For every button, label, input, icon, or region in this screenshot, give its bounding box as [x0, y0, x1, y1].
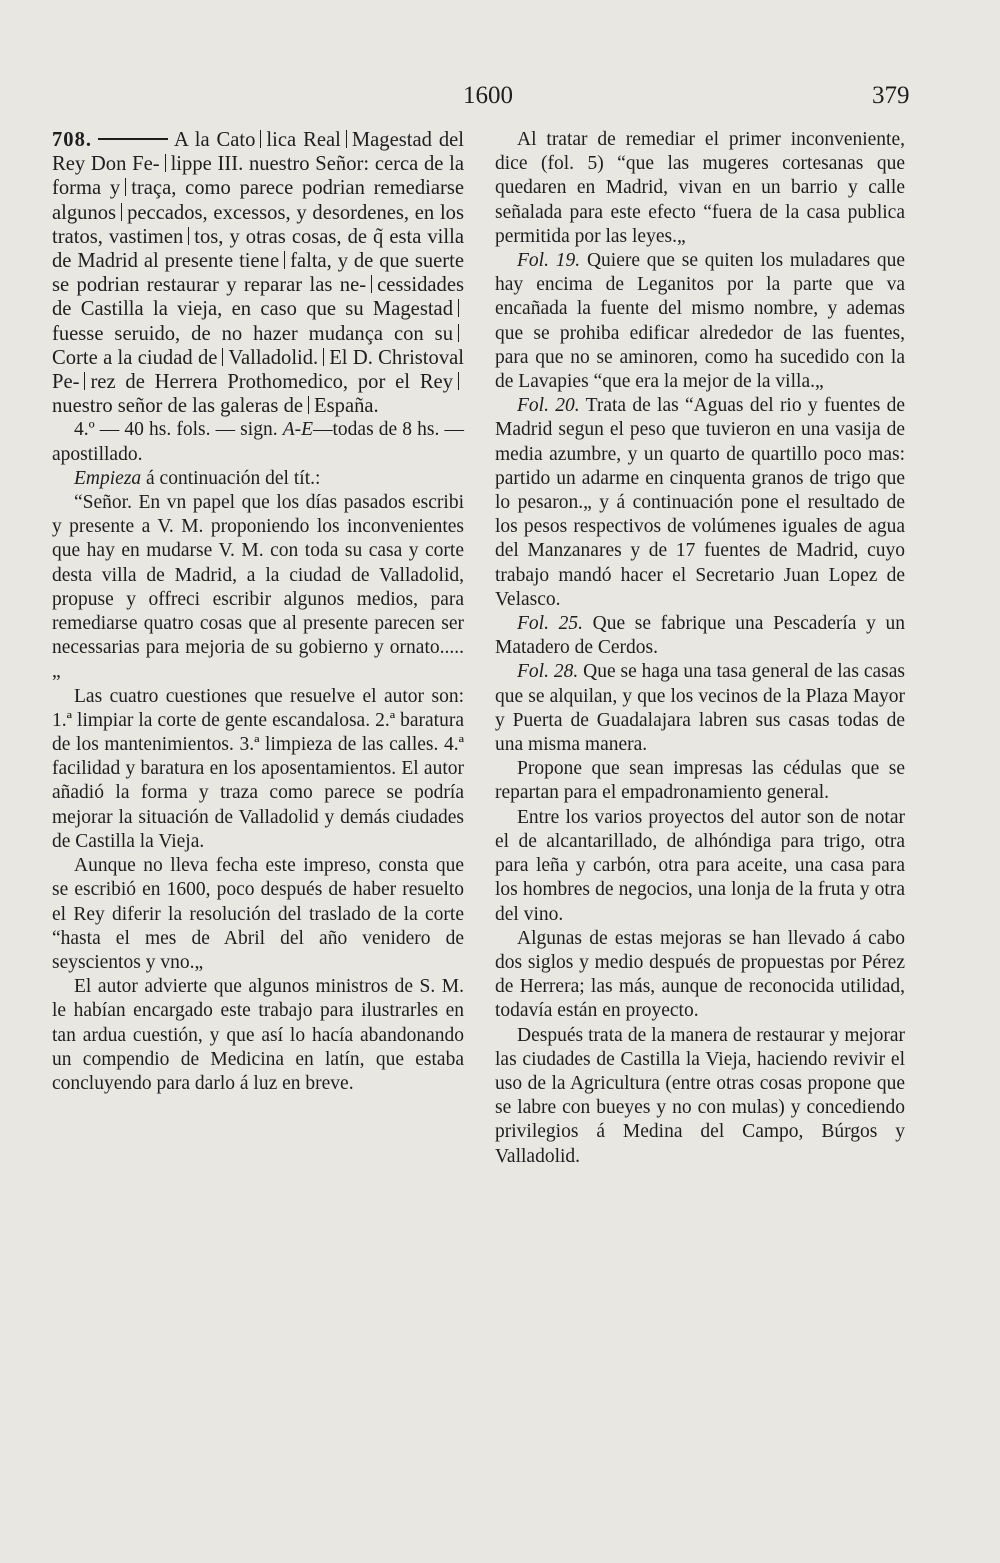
- entry-dash: [98, 138, 168, 140]
- title-segment: tos, y otras cosas, de q̃ esta villa de Madrid al presente tiene: [52, 225, 464, 273]
- paragraph-proyectos: Entre los varios proyectos del autor son de notar el de alcantarillado, de alhóndiga para trigo, otra para leña y carbón, otra para aceite, una casa para los hombres de negocios, una lonja de la fruta y otra del vino.: [495, 806, 905, 925]
- paragraph-intro: Al tratar de remediar el primer inconveniente, dice (fol. 5) “que las mugeres cortesanas que quedaren en Madrid, vivan en un barrio y calle señalada para este efecto “fuera de la casa publica permitida por las leyes.„: [495, 129, 905, 247]
- title-segment: A la Cato: [174, 129, 256, 151]
- line-separator: [323, 348, 324, 366]
- line-separator: [458, 324, 459, 342]
- paragraph-autor: El autor advierte que algunos ministros de S. M. le habían encargado este trabajo para ilustrarles en tan ardua cuestión, y que así lo hacía abandonando un compendio de Medicina en latín, que estaba concluyendo para darlo á luz en breve.: [52, 976, 464, 1094]
- header-year: 1600: [463, 82, 513, 109]
- title-segment: peccados, excessos, y desordenes, en los tratos, vastimen: [52, 201, 464, 248]
- title-segment: España.: [314, 395, 379, 418]
- folio-label: Fol. 19.: [517, 250, 581, 272]
- folio-text: Que se haga una tasa general de las casas que se alquilan, y que los vecinos de la Plaza Mayor y Puerta de Guadalajara labren sus casas todas de una misma manera.: [495, 661, 905, 756]
- line-separator: [121, 203, 122, 221]
- folio-text: Que se fabrique una Pescadería y un Matadero de Cerdos.: [495, 613, 905, 659]
- incipit-rest: á continuación del tít.:: [141, 467, 321, 489]
- folio-text: Quiere que se quiten los muladares que hay encima de Leganitos por la parte que va encañada la fuente del mismo nombre, y ademas que se prohiba edificar alrededor de las fuentes, para que no se aminoren, como ha sucedido con la de Lavapies “que era la mejor de la villa.„: [495, 250, 905, 393]
- paragraph-mejoras: Algunas de estas mejoras se han llevado á cabo dos siglos y medio después de propuestas por Pérez de Herrera; las más, aunque de reconocida utilidad, todavía están en proyecto.: [495, 927, 905, 1022]
- folio-paragraph: [495, 394, 905, 612]
- paragraph-cedulas: Propone que sean impresas las cédulas que se repartan para el empadronamiento general.: [495, 758, 905, 804]
- page-header: [0, 82, 1000, 118]
- biblio-format: 4.º — 40 hs. fols. — sign.: [74, 419, 283, 441]
- right-column: [495, 128, 905, 1169]
- entry-number: 708.: [52, 129, 93, 151]
- entry-title: [52, 128, 464, 418]
- line-separator: [125, 178, 126, 196]
- line-separator: [284, 251, 285, 269]
- folio-paragraph: [495, 660, 905, 757]
- line-separator: [84, 372, 85, 390]
- folio-paragraph: [495, 612, 905, 660]
- title-segment: lippe III. nuestro Señor: cerca de la forma y: [52, 153, 465, 200]
- incipit-line: [52, 467, 464, 491]
- line-separator: [346, 130, 347, 148]
- folio-label: Fol. 28.: [517, 661, 579, 683]
- title-segment: lica Real: [266, 129, 341, 151]
- page-number: 379: [872, 82, 910, 109]
- line-separator: [371, 275, 372, 293]
- title-segment: rez de Herrera Prothomedico, por el Rey: [90, 371, 453, 394]
- line-separator: [222, 348, 223, 366]
- title-segment: Corte a la ciudad de: [52, 346, 218, 369]
- line-separator: [458, 372, 459, 390]
- title-segment: Valladolid.: [228, 346, 319, 369]
- biblio-signatures: A-E: [282, 419, 314, 441]
- line-separator: [308, 396, 309, 414]
- title-segment: Magestad del Rey Don Fe-: [52, 129, 464, 176]
- left-column: [52, 128, 464, 1096]
- incipit-label: Empieza: [74, 467, 142, 489]
- paragraph-despues: Después trata de la manera de restaurar y mejorar las ciudades de Castilla la Vieja, haciendo revivir el uso de la Agricultura (entre otras cosas propone que se labre con bueyes y no con mulas) y concediendo privilegios á Medina del Campo, Búrgos y Valladolid.: [495, 1024, 905, 1167]
- line-separator: [260, 130, 261, 148]
- title-segment: traça, como parece podrian remediarse algunos: [52, 177, 464, 224]
- line-separator: [188, 227, 189, 245]
- paragraph-fecha: Aunque no lleva fecha este impreso, consta que se escribió en 1600, poco después de haber resuelto el Rey diferir la resolución del traslado de la corte “hasta el mes de Abril del año venidero de seyscientos y vno.„: [52, 855, 464, 973]
- title-segment: cessidades de Castilla la vieja, en caso que su Magestad: [52, 274, 464, 321]
- bibliographic-description: [52, 418, 464, 466]
- title-segment: fuesse seruido, de no hazer mudança con su: [52, 322, 453, 345]
- line-separator: [458, 299, 459, 317]
- title-segment: El D. Christoval Pe-: [52, 346, 464, 394]
- title-segment: nuestro señor de las galeras de: [52, 395, 304, 418]
- incipit-quote: “Señor. En vn papel que los días pasados escribi y presente a V. M. proponiendo los inconvenientes que hay en mudarse V. M. con toda su casa y corte desta villa de Madrid, a la ciudad de Valladolid, propuse y offreci escribir algunos medios, para remediarse quatro cosas que al presente parecen ser necessarias para mejoria de su gobierno y ornato.....„: [52, 492, 464, 683]
- line-separator: [165, 154, 166, 172]
- folio-label: Fol. 25.: [517, 613, 583, 635]
- biblio-rest: —todas de 8 hs. — apostillado.: [52, 419, 464, 465]
- folio-paragraph: [495, 249, 905, 394]
- title-segment: falta, y de que suerte se podrian restaurar y reparar las ne-: [52, 250, 464, 297]
- paragraph-cuestiones: Las cuatro cuestiones que resuelve el autor son: 1.ª limpiar la corte de gente escandalosa. 2.ª baratura de los mantenimientos. 3.ª limpieza de las calles. 4.ª facilidad y baratura en los aposentamientos. El autor añadió la forma y traza como parece se podría mejorar la situación de Valladolid y demás ciudades de Castilla la Vieja.: [52, 685, 464, 852]
- folio-text: Trata de las “Aguas del rio y fuentes de Madrid segun el peso que tuvieron en una vasija de media azumbre, y un quarto de quartillo poco mas: partido un adarme en cinquenta granos de trigo que lo pesaron.„ y á continuación pone el resultado de los pesos respectivos de volúmenes iguales de agua del Manzanares y de 17 fuentes de Madrid, cuyo trabajo mandó hacer el Secretario Juan Lopez de Velasco.: [495, 395, 905, 610]
- folio-label: Fol. 20.: [517, 395, 580, 417]
